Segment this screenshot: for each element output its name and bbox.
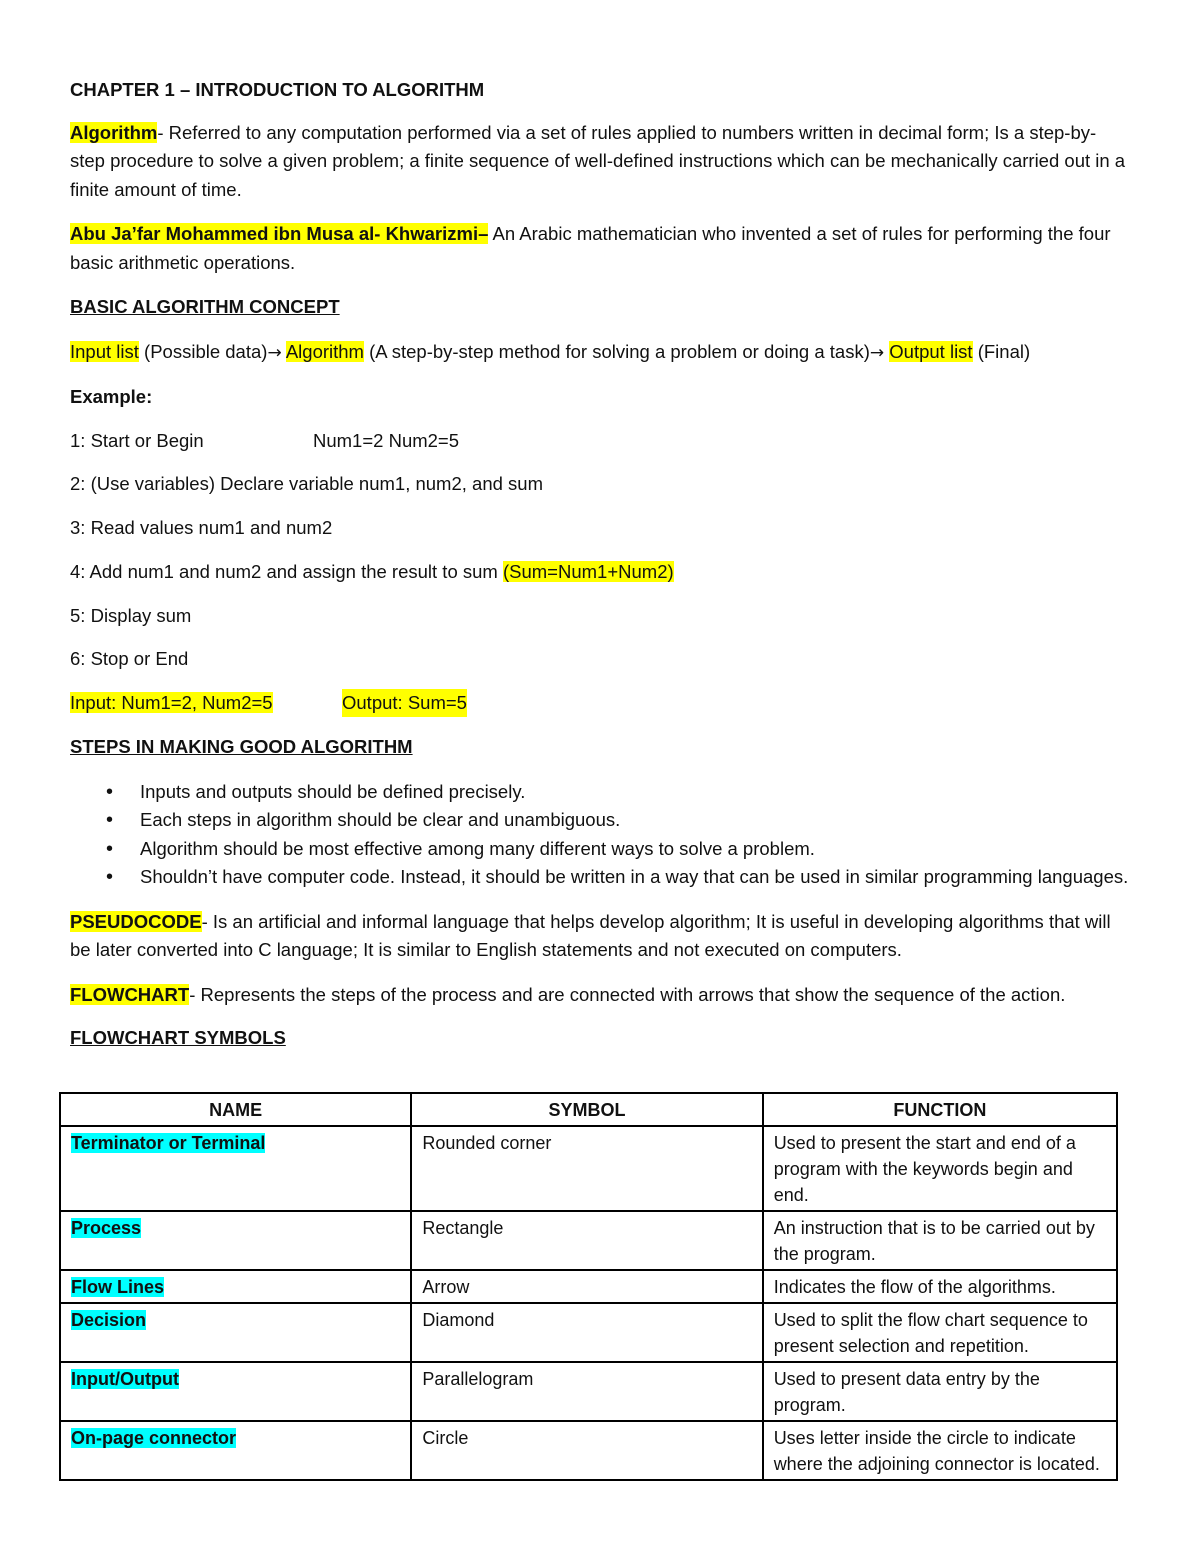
step-number: 1: — [70, 429, 86, 451]
khwarizmi-text: An Arabic mathematician who invented a set of rules for performing the four basic arithmetic operations. — [70, 223, 1111, 273]
column-header-symbol: SYMBOL — [411, 1093, 762, 1126]
bullet-icon: • — [106, 866, 114, 888]
algorithm-text: - Referred to any computation performed via a set of rules applied to numbers written in decimal form; Is a step-by-step procedure to solve a given problem; a finite sequence of well-defined instructions which can be mechanically carried out in a finite amount of time. — [70, 121, 1126, 200]
khwarizmi-term: Abu Ja’far Mohammed ibn Musa al- Khwarizmi– — [70, 223, 489, 244]
table-header-row — [60, 1093, 1117, 1126]
symbol-shape-cell: Rounded corner — [411, 1126, 762, 1211]
symbol-name-cell: Decision — [60, 1303, 411, 1362]
example-step-2 — [70, 470, 1130, 499]
table-row — [60, 1421, 1117, 1480]
algorithm-definition — [70, 119, 1130, 205]
column-header-function: FUNCTION — [763, 1093, 1117, 1126]
table-row — [60, 1362, 1117, 1421]
output-list-desc: (Final) — [972, 340, 1031, 362]
step-number: 5: — [70, 604, 86, 626]
table-row — [60, 1303, 1117, 1362]
example-step-6 — [70, 645, 1130, 674]
symbol-shape-cell: Parallelogram — [411, 1362, 762, 1421]
example-io-summary — [70, 689, 1130, 718]
step-number: 2: — [70, 473, 86, 494]
basic-concept-heading: BASIC ALGORITHM CONCEPT — [70, 296, 340, 317]
input-list-desc: (Possible data) — [138, 340, 268, 362]
right-arrow-icon: → — [267, 342, 282, 363]
table-row — [60, 1211, 1117, 1270]
symbol-shape-cell: Diamond — [411, 1303, 762, 1362]
flowchart-symbols-table — [59, 1092, 1118, 1481]
symbol-function-cell: Used to split the flow chart sequence to present selection and repetition. — [763, 1303, 1117, 1362]
example-step-4 — [70, 558, 1130, 587]
symbol-function-cell: Used to present the start and end of a program with the keywords begin and end. — [763, 1126, 1117, 1211]
chapter-title: CHAPTER 1 – INTRODUCTION TO ALGORITHM — [70, 79, 485, 100]
symbol-name-cell: Process — [60, 1211, 411, 1270]
output-list-label: Output list — [889, 340, 973, 362]
good-algorithm-heading: STEPS IN MAKING GOOD ALGORITHM — [70, 736, 413, 757]
algorithm-term: Algorithm — [70, 121, 158, 143]
symbol-name-cell: Terminator or Terminal — [60, 1126, 411, 1211]
example-step-5 — [70, 602, 1130, 631]
step-values: Num1=2 Num2=5 — [313, 429, 460, 451]
symbol-function-cell: Uses letter inside the circle to indicate where the adjoining connector is located. — [763, 1421, 1117, 1480]
list-item: • Inputs and outputs should be defined precisely. — [69, 778, 1130, 807]
flowchart-text: - Represents the steps of the process and are connected with arrows that show the sequence of the action. — [189, 983, 1066, 1005]
input-summary: Input: Num1=2, Num2=5 — [70, 691, 273, 713]
symbol-name-cell: Flow Lines — [60, 1270, 411, 1303]
step-number: 3: — [70, 516, 86, 538]
column-header-name: NAME — [60, 1093, 411, 1126]
list-item: • Algorithm should be most effective among many different ways to solve a problem. — [69, 835, 1130, 864]
algorithm-desc: (A step-by-step method for solving a problem or doing a task) — [363, 340, 870, 362]
bullet-icon: • — [106, 837, 114, 860]
step-text: Add num1 and num2 and assign the result to sum — [85, 561, 503, 582]
table-row — [60, 1126, 1117, 1211]
step-text: Start or Begin — [85, 429, 204, 451]
basic-concept-line — [70, 338, 1130, 368]
pseudocode-text: - Is an artificial and informal language that helps develop algorithm; It is useful in developing algorithms that will be later converted into C language; It is similar to English statements and not executed on computers. — [70, 910, 1111, 960]
symbol-function-cell: An instruction that is to be carried out by the program. — [763, 1211, 1117, 1270]
step-number: 6: — [70, 648, 86, 669]
document-page — [70, 72, 1130, 1053]
step-text: Display sum — [85, 604, 192, 626]
table-row — [60, 1270, 1117, 1303]
output-summary: Output: Sum=5 — [342, 689, 467, 718]
symbol-name-cell: On-page connector — [60, 1421, 411, 1480]
pseudocode-definition — [70, 908, 1130, 965]
list-item: • Shouldn’t have computer code. Instead, it should be written in a way that can be used in similar programming languages. — [69, 863, 1130, 892]
symbol-function-cell: Indicates the flow of the algorithms. — [763, 1270, 1117, 1303]
symbol-name-cell: Input/Output — [60, 1362, 411, 1421]
step-number: 4: — [70, 561, 86, 582]
flowchart-definition — [70, 981, 1130, 1010]
symbol-shape-cell: Arrow — [411, 1270, 762, 1303]
example-heading: Example: — [70, 386, 153, 407]
input-list-label: Input list — [70, 340, 139, 362]
symbol-shape-cell: Rectangle — [411, 1211, 762, 1270]
algorithm-label: Algorithm — [285, 340, 364, 362]
flowchart-term: FLOWCHART — [70, 983, 190, 1005]
symbol-function-cell: Used to present data entry by the program. — [763, 1362, 1117, 1421]
symbol-shape-cell: Circle — [411, 1421, 762, 1480]
list-item: • Each steps in algorithm should be clear and unambiguous. — [69, 806, 1130, 835]
step-text: (Use variables) Declare variable num1, num2, and sum — [85, 473, 543, 494]
bullet-icon: • — [106, 809, 114, 831]
bullet-icon: • — [106, 780, 114, 803]
step-text: Stop or End — [85, 648, 189, 669]
sum-formula: (Sum=Num1+Num2) — [502, 561, 674, 582]
step-text: Read values num1 and num2 — [85, 516, 333, 538]
example-step-3 — [70, 514, 1130, 543]
pseudocode-term: PSEUDOCODE — [70, 910, 202, 932]
khwarizmi-definition — [70, 220, 1130, 277]
flowchart-symbols-heading: FLOWCHART SYMBOLS — [70, 1027, 286, 1048]
good-algorithm-list — [69, 778, 1130, 892]
right-arrow-icon: → — [869, 342, 885, 363]
example-step-1 — [70, 427, 1130, 456]
